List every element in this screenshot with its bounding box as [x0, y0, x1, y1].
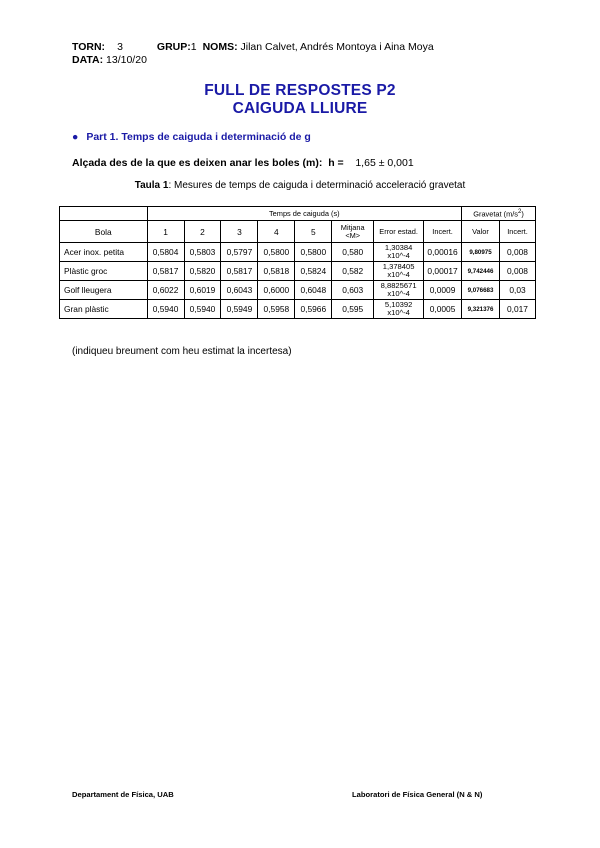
footer-right: Laboratori de Física General (N & N): [352, 790, 483, 799]
table-caption-text: : Mesures de temps de caiguda i determinació acceleració gravetat: [168, 180, 466, 191]
drop-height-value: 1,65 ± 0,001: [355, 157, 414, 169]
cell-t4: 0,6000: [258, 281, 295, 300]
torn-value: 3: [117, 41, 123, 53]
cell-incert: 0,00016: [424, 243, 462, 262]
table-row: [60, 262, 536, 281]
section-heading-label: Part 1. Temps de caiguda i determinació de g: [86, 131, 311, 143]
header-line-2: [72, 54, 434, 67]
cell-t3: 0,6043: [221, 281, 258, 300]
drop-height-symbol: h =: [328, 157, 344, 169]
cell-g-incert: 0,017: [499, 300, 535, 319]
cell-g-incert: 0,03: [499, 281, 535, 300]
header-mitjana: Mitjana <M>: [332, 221, 374, 243]
gravity-group-end: ): [521, 209, 524, 219]
cell-error: 8,8825671 x10^-4: [374, 281, 424, 300]
cell-t1: 0,5940: [147, 300, 184, 319]
noms-value: Jilan Calvet, Andrés Montoya i Aina Moya: [240, 41, 434, 53]
bullet-icon: ●: [72, 131, 79, 143]
cell-incert: 0,00017: [424, 262, 462, 281]
cell-t4: 0,5818: [258, 262, 295, 281]
cell-t1: 0,6022: [147, 281, 184, 300]
cell-t4: 0,5958: [258, 300, 295, 319]
cell-mitjana: 0,603: [332, 281, 374, 300]
torn-label: TORN:: [72, 41, 106, 53]
header-g-valor: Valor: [462, 221, 500, 243]
table-row: [60, 243, 536, 262]
cell-t1: 0,5817: [147, 262, 184, 281]
cell-t1: 0,5804: [147, 243, 184, 262]
cell-t5: 0,6048: [295, 281, 332, 300]
cell-t5: 0,5966: [295, 300, 332, 319]
cell-bola: Plàstic groc: [60, 262, 148, 281]
cell-g-incert: 0,008: [499, 243, 535, 262]
uncertainty-note: (indiqueu breument com heu estimat la incertesa): [72, 346, 292, 357]
cell-t4: 0,5800: [258, 243, 295, 262]
header-line-1: [72, 41, 434, 54]
cell-error: 5,10392 x10^-4: [374, 300, 424, 319]
document-header: [72, 41, 434, 67]
cell-bola: Golf lleugera: [60, 281, 148, 300]
table-caption-label: Taula 1: [134, 180, 169, 191]
cell-g-valor: 9,076683: [462, 281, 500, 300]
cell-t2: 0,5940: [184, 300, 221, 319]
table-row: [60, 300, 536, 319]
cell-mitjana: 0,580: [332, 243, 374, 262]
header-t3: 3: [221, 221, 258, 243]
data-label: DATA:: [72, 54, 104, 66]
grup-value: 1: [190, 41, 197, 53]
header-t4: 4: [258, 221, 295, 243]
cell-t3: 0,5949: [221, 300, 258, 319]
cell-g-valor: 9,742446: [462, 262, 500, 281]
drop-height-label: Alçada des de la que es deixen anar les boles (m):: [72, 157, 323, 169]
gravity-group-header: [462, 207, 536, 221]
noms-label: NOMS:: [202, 41, 238, 53]
cell-incert: 0,0005: [424, 300, 462, 319]
cell-mitjana: 0,582: [332, 262, 374, 281]
header-g-incert: Incert.: [499, 221, 535, 243]
cell-t5: 0,5800: [295, 243, 332, 262]
table-caption: [0, 180, 600, 191]
table-group-header-row: [60, 207, 536, 221]
gravity-unit-exponent: 2: [518, 209, 522, 216]
cell-bola: Acer inox. petita: [60, 243, 148, 262]
cell-error: 1,378405 x10^-4: [374, 262, 424, 281]
cell-g-valor: 9,80975: [462, 243, 500, 262]
cell-t3: 0,5817: [221, 262, 258, 281]
gravity-group-label: Gravetat (m/s: [473, 209, 518, 219]
cell-bola: Gran plàstic: [60, 300, 148, 319]
cell-t2: 0,6019: [184, 281, 221, 300]
page-subtitle: CAIGUDA LLIURE: [232, 100, 368, 117]
data-value: 13/10/20: [106, 54, 147, 66]
cell-incert: 0,0009: [424, 281, 462, 300]
header-t5: 5: [295, 221, 332, 243]
header-bola: Bola: [60, 221, 148, 243]
header-incert: Incert.: [424, 221, 462, 243]
times-group-header: Temps de caiguda (s): [147, 207, 461, 221]
cell-t2: 0,5803: [184, 243, 221, 262]
section-heading: [72, 131, 311, 143]
page-title: FULL DE RESPOSTES P2: [204, 82, 396, 99]
results-table: [59, 206, 536, 319]
header-t1: 1: [147, 221, 184, 243]
table-row: [60, 281, 536, 300]
cell-g-valor: 9,321376: [462, 300, 500, 319]
cell-t5: 0,5824: [295, 262, 332, 281]
cell-g-incert: 0,008: [499, 262, 535, 281]
footer-left: Departament de Física, UAB: [72, 790, 174, 799]
cell-t3: 0,5797: [221, 243, 258, 262]
drop-height-line: [72, 157, 414, 169]
cell-mitjana: 0,595: [332, 300, 374, 319]
cell-error: 1,30384 x10^-4: [374, 243, 424, 262]
header-error: Error estad.: [374, 221, 424, 243]
cell-t2: 0,5820: [184, 262, 221, 281]
table-header-row: [60, 221, 536, 243]
grup-label: GRUP:: [156, 41, 191, 53]
header-t2: 2: [184, 221, 221, 243]
table-corner-cell: [60, 207, 148, 221]
